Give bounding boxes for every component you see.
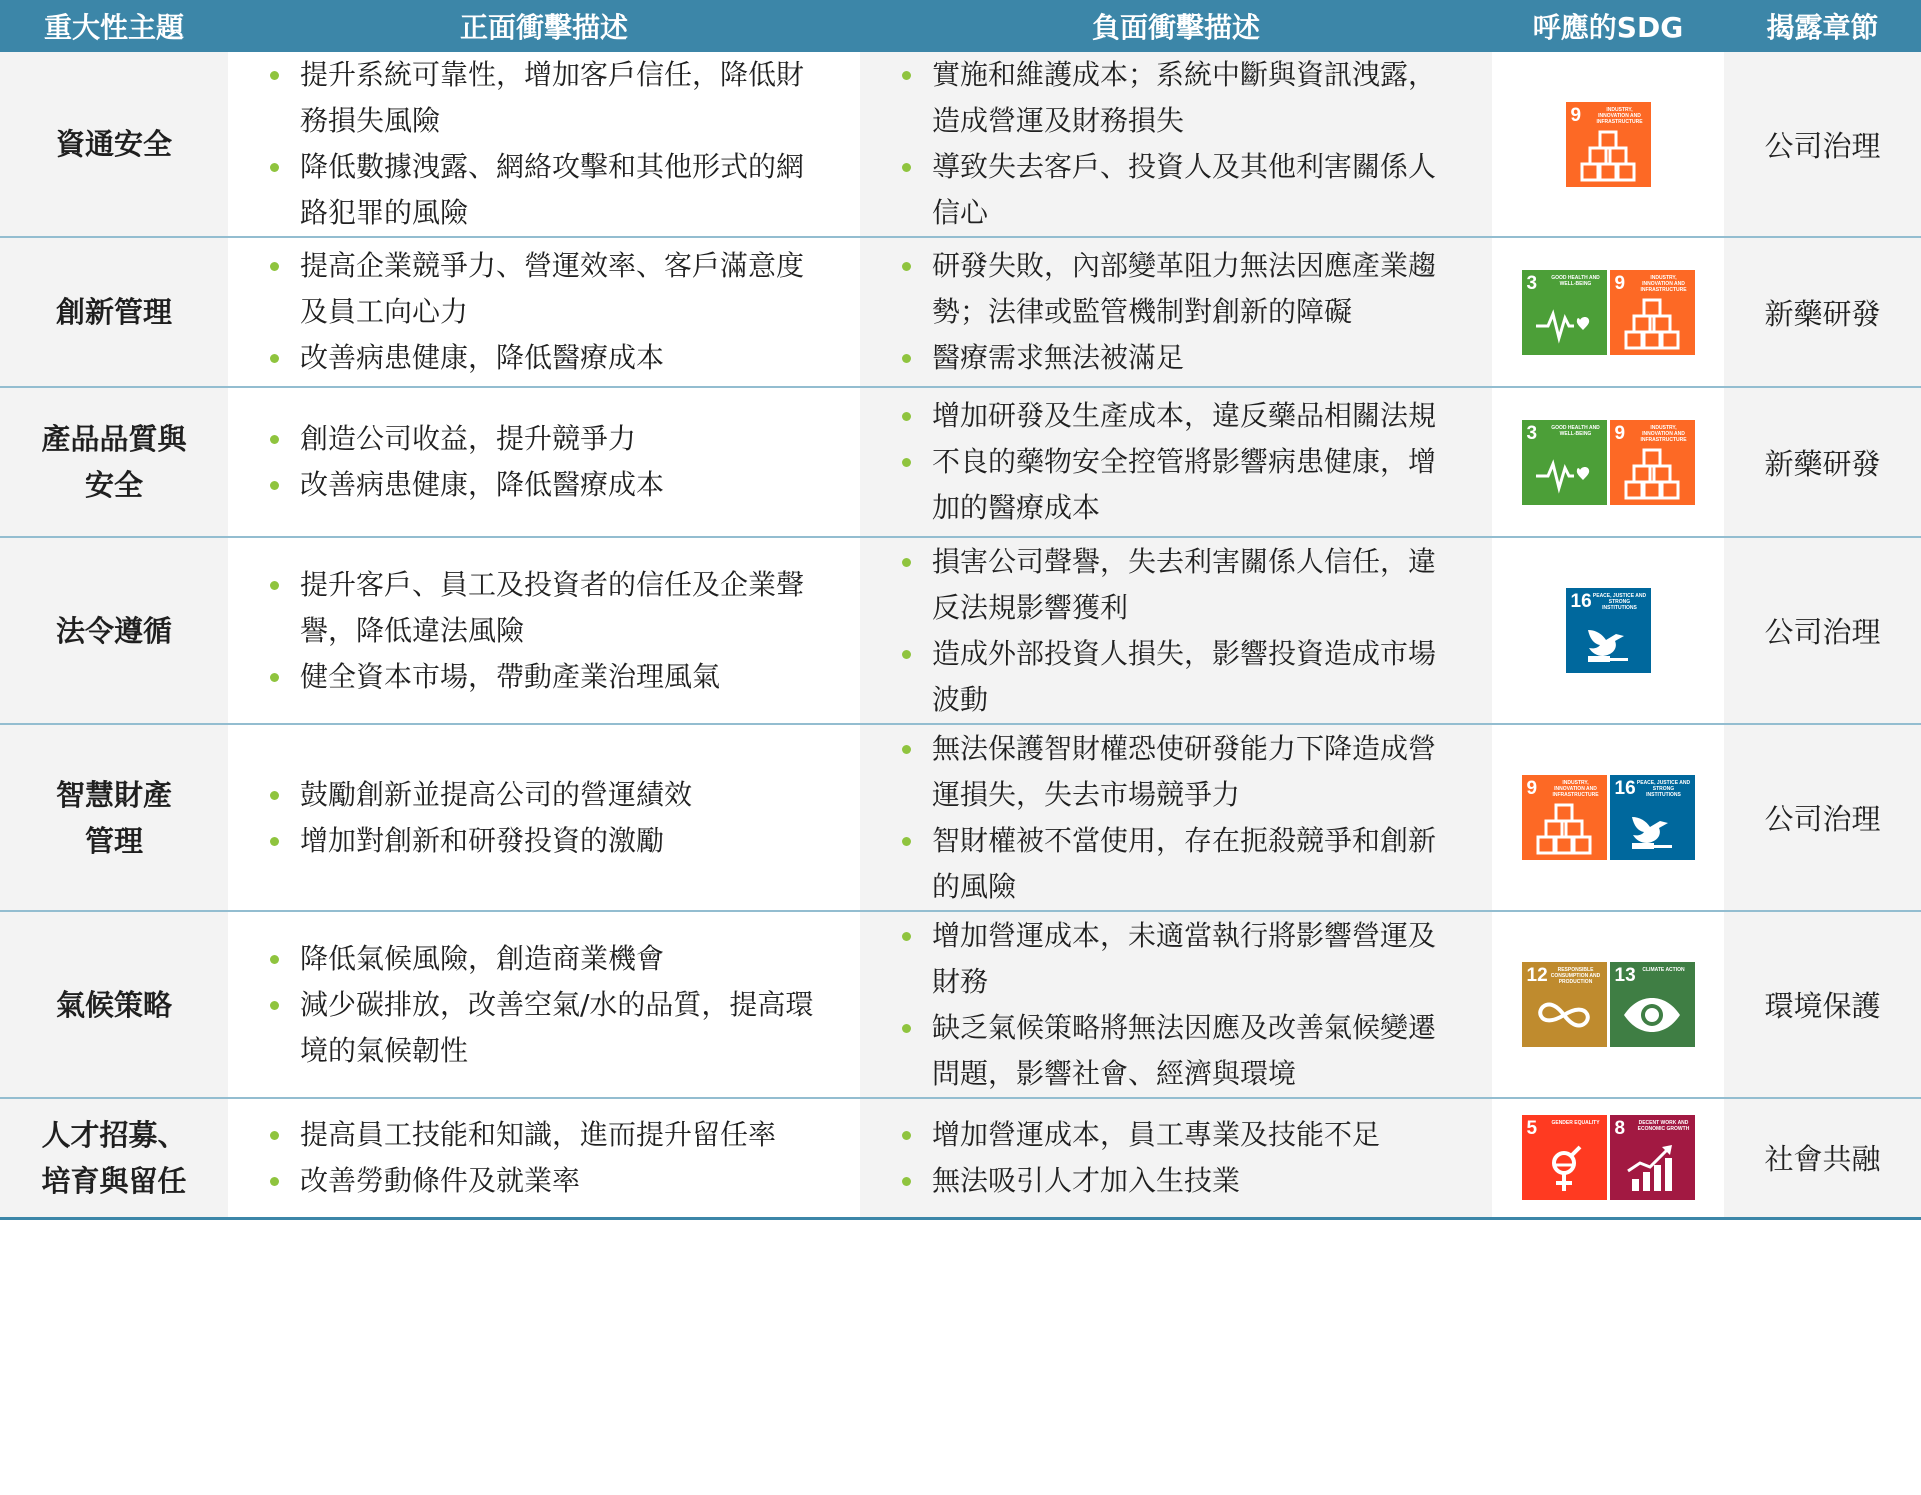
bullet-dot-icon (902, 71, 911, 80)
impact-text: 增加研發及生產成本，違反藥品相關法規 (932, 399, 1437, 432)
positive-impact-list (228, 1112, 860, 1204)
sdg-title: DECENT WORK AND ECONOMIC GROWTH (1637, 1120, 1690, 1133)
chapter-cell (1724, 237, 1921, 387)
bullet-dot-icon (270, 71, 279, 80)
impact-text: 改善病患健康，降低醫療成本 (300, 341, 665, 374)
bullet-dot-icon (270, 435, 279, 444)
impact-text: 不良的藥物安全控管將影響病患健康，增加的醫療成本 (932, 445, 1437, 524)
topic-line: 氣候策略 (55, 987, 172, 1022)
sdg-5-tile (1522, 1115, 1607, 1200)
sdg-title: PEACE, JUSTICE AND STRONG INSTITUTIONS (1592, 593, 1647, 611)
topic-cell (0, 537, 228, 724)
impact-item (900, 1112, 1462, 1158)
chapter-cell (1724, 52, 1921, 237)
positive-impact-list (228, 562, 860, 700)
impact-item (268, 1158, 830, 1204)
topic-line: 產品品質與 (41, 422, 187, 456)
impact-item (268, 1112, 830, 1158)
positive-impact-cell (228, 724, 860, 911)
negative-impact-list (860, 1112, 1492, 1204)
impact-item (900, 726, 1462, 818)
impact-item (268, 52, 830, 144)
sdg-tile-group (1522, 420, 1695, 505)
positive-impact-cell (228, 387, 860, 537)
impact-text: 造成外部投資人損失，影響投資造成市場波動 (932, 636, 1437, 716)
header-negative: 負面衝擊描述 (860, 0, 1492, 52)
sdg-cell (1492, 1098, 1724, 1218)
header-chapter: 揭露章節 (1724, 0, 1921, 52)
topic-line: 安全 (84, 468, 143, 502)
bullet-dot-icon (902, 558, 911, 567)
table-row (0, 52, 1921, 237)
chapter-cell (1724, 387, 1921, 537)
chapter-label: 公司治理 (1764, 802, 1881, 836)
topic-line: 法令遵循 (55, 613, 172, 648)
impact-item (900, 439, 1462, 531)
sdg-16-tile (1610, 775, 1695, 860)
topic-line: 培育與留任 (41, 1163, 187, 1198)
impact-item (900, 393, 1462, 439)
impact-item (900, 1005, 1462, 1097)
impact-text: 改善勞動條件及就業率 (300, 1163, 581, 1197)
impact-text: 提高企業競爭力、營運效率、客戶滿意度及員工向心力 (300, 249, 805, 328)
negative-impact-cell (860, 387, 1492, 537)
sdg-9-tile (1566, 102, 1651, 187)
impact-text: 醫療需求無法被滿足 (932, 341, 1185, 374)
stacked-cubes-icon (1578, 128, 1638, 182)
bullet-dot-icon (902, 650, 911, 659)
bullet-dot-icon (270, 837, 279, 846)
header-sdg: 呼應的SDG (1492, 0, 1724, 52)
impact-item (268, 818, 830, 864)
sdg-number: 9 (1614, 272, 1626, 294)
positive-impact-list (228, 772, 860, 864)
heartbeat-icon (1534, 296, 1594, 350)
negative-impact-list (860, 52, 1492, 236)
positive-impact-cell (228, 911, 860, 1098)
sdg-cell (1492, 724, 1724, 911)
chapter-label: 新藥研發 (1764, 446, 1881, 481)
sdg-9-tile (1522, 775, 1607, 860)
topic-cell (0, 1098, 228, 1218)
bullet-dot-icon (270, 163, 279, 172)
growth-chart-icon (1622, 1141, 1682, 1195)
positive-impact-list (228, 936, 860, 1074)
impact-text: 智財權被不當使用，存在扼殺競爭和創新的風險 (932, 823, 1437, 903)
topic-cell (0, 52, 228, 237)
impact-item (900, 913, 1462, 1005)
sdg-13-tile (1610, 962, 1695, 1047)
impact-text: 減少碳排放，改善空氣/水的品質，提高環境的氣候韌性 (300, 987, 814, 1067)
topic-cell (0, 237, 228, 387)
header-positive: 正面衝擊描述 (228, 0, 860, 52)
bullet-dot-icon (902, 1024, 911, 1033)
sdg-cell (1492, 52, 1724, 237)
table-body (0, 52, 1921, 1218)
impact-text: 實施和維護成本；系統中斷與資訊洩露，造成營運及財務損失 (932, 58, 1437, 137)
negative-impact-list (860, 393, 1492, 531)
sdg-tile-group (1522, 775, 1695, 860)
impact-text: 增加營運成本，員工專業及技能不足 (932, 1117, 1381, 1151)
negative-impact-list (860, 726, 1492, 910)
sdg-cell (1492, 387, 1724, 537)
positive-impact-cell (228, 237, 860, 387)
sdg-tile-group (1566, 102, 1651, 187)
bullet-dot-icon (902, 745, 911, 754)
chapter-label: 新藥研發 (1764, 296, 1881, 331)
impact-text: 降低數據洩露、網絡攻擊和其他形式的網路犯罪的風險 (300, 150, 805, 229)
impact-item (268, 562, 830, 654)
chapter-cell (1724, 1098, 1921, 1218)
bullet-dot-icon (902, 1177, 911, 1186)
sdg-12-tile (1522, 962, 1607, 1047)
sdg-title: INDUSTRY, INNOVATION AND INFRASTRUCTURE (1640, 274, 1687, 293)
gender-equality-icon (1534, 1141, 1594, 1195)
table-row (0, 1098, 1921, 1218)
impact-item (268, 144, 830, 236)
positive-impact-list (228, 416, 860, 508)
table-row (0, 537, 1921, 724)
impact-item (268, 243, 830, 335)
bullet-dot-icon (902, 837, 911, 846)
bullet-dot-icon (902, 163, 911, 172)
impact-item (900, 631, 1462, 723)
impact-text: 增加對創新和研發投資的激勵 (300, 823, 665, 857)
sdg-number: 9 (1614, 422, 1626, 444)
negative-impact-list (860, 913, 1492, 1097)
impact-item (900, 335, 1462, 381)
sdg-title: INDUSTRY, INNOVATION AND INFRASTRUCTURE (1596, 106, 1643, 125)
topic-line: 智慧財產 (55, 777, 172, 812)
chapter-label: 社會共融 (1764, 1142, 1881, 1177)
bullet-dot-icon (902, 932, 911, 941)
stacked-cubes-icon (1622, 296, 1682, 350)
sdg-number: 16 (1614, 778, 1636, 799)
sdg-16-tile (1566, 588, 1651, 673)
impact-item (268, 936, 830, 982)
dove-gavel-icon (1622, 801, 1682, 855)
chapter-cell (1724, 724, 1921, 911)
impact-item (900, 144, 1462, 236)
bullet-dot-icon (902, 412, 911, 421)
impact-text: 研發失敗，內部變革阻力無法因應產業趨勢；法律或監管機制對創新的障礙 (932, 249, 1437, 328)
infinity-loop-icon (1534, 988, 1594, 1042)
sdg-title: PEACE, JUSTICE AND STRONG INSTITUTIONS (1636, 780, 1691, 798)
sdg-number: 5 (1526, 1118, 1538, 1140)
chapter-label: 公司治理 (1764, 615, 1881, 649)
sdg-tile-group (1522, 270, 1695, 355)
bullet-dot-icon (270, 581, 279, 590)
impact-text: 損害公司聲譽，失去利害關係人信任，違反法規影響獲利 (932, 544, 1437, 624)
chapter-label: 環境保護 (1764, 989, 1881, 1023)
eye-globe-icon (1622, 988, 1682, 1042)
header-topic: 重大性主題 (0, 0, 228, 52)
bullet-dot-icon (902, 262, 911, 271)
topic-line: 人才招募、 (41, 1117, 187, 1152)
sdg-title: RESPONSIBLE CONSUMPTION AND PRODUCTION (1550, 967, 1601, 985)
negative-impact-cell (860, 724, 1492, 911)
sdg-9-tile (1610, 420, 1695, 505)
impact-item (900, 539, 1462, 631)
sdg-number: 16 (1570, 591, 1592, 612)
bullet-dot-icon (902, 458, 911, 467)
sdg-title: GOOD HEALTH AND WELL-BEING (1551, 424, 1600, 437)
header-row (0, 0, 1921, 52)
bullet-dot-icon (270, 1177, 279, 1186)
sdg-9-tile (1610, 270, 1695, 355)
impact-text: 提高員工技能和知識，進而提升留任率 (300, 1117, 777, 1151)
impact-text: 改善病患健康，降低醫療成本 (300, 468, 665, 501)
bullet-dot-icon (270, 955, 279, 964)
sdg-number: 3 (1526, 272, 1538, 294)
stacked-cubes-icon (1534, 801, 1594, 855)
positive-impact-cell (228, 52, 860, 237)
impact-item (268, 335, 830, 381)
impact-item (268, 416, 830, 462)
impact-item (268, 462, 830, 508)
topic-line: 資通安全 (55, 127, 172, 161)
topic-cell (0, 387, 228, 537)
negative-impact-cell (860, 52, 1492, 237)
sdg-title: CLIMATE ACTION (1642, 967, 1685, 973)
sdg-number: 13 (1614, 965, 1636, 986)
sdg-cell (1492, 537, 1724, 724)
bullet-dot-icon (902, 1131, 911, 1140)
negative-impact-list (860, 539, 1492, 723)
negative-impact-cell (860, 911, 1492, 1098)
sdg-number: 12 (1526, 965, 1548, 986)
bullet-dot-icon (902, 354, 911, 363)
chapter-label: 公司治理 (1764, 128, 1881, 163)
impact-text: 缺乏氣候策略將無法因應及改善氣候變遷問題，影響社會、經濟與環境 (932, 1010, 1437, 1090)
sdg-cell (1492, 237, 1724, 387)
positive-impact-cell (228, 1098, 860, 1218)
positive-impact-list (228, 243, 860, 381)
impact-item (900, 818, 1462, 910)
table-row (0, 237, 1921, 387)
table-row (0, 387, 1921, 537)
topic-line: 創新管理 (55, 295, 172, 329)
impact-item (900, 243, 1462, 335)
impact-text: 無法保護智財權恐使研發能力下降造成營運損失，失去市場競爭力 (932, 731, 1437, 811)
impact-text: 創造公司收益，提升競爭力 (300, 422, 637, 455)
bullet-dot-icon (270, 1001, 279, 1010)
sdg-title: INDUSTRY, INNOVATION AND INFRASTRUCTURE (1552, 780, 1599, 798)
sdg-number: 9 (1570, 104, 1582, 126)
bullet-dot-icon (270, 481, 279, 490)
positive-impact-list (228, 52, 860, 236)
sdg-8-tile (1610, 1115, 1695, 1200)
impact-text: 提升系統可靠性，增加客戶信任，降低財務損失風險 (300, 58, 805, 137)
negative-impact-cell (860, 1098, 1492, 1218)
sdg-number: 9 (1526, 778, 1538, 799)
sdg-tile-group (1522, 962, 1695, 1047)
impact-text: 健全資本市場，帶動產業治理風氣 (300, 659, 721, 693)
impact-item (268, 982, 830, 1074)
impact-text: 提升客戶、員工及投資者的信任及企業聲譽，降低違法風險 (300, 567, 805, 647)
impact-text: 無法吸引人才加入生技業 (932, 1163, 1241, 1197)
chapter-cell (1724, 537, 1921, 724)
impact-item (268, 654, 830, 700)
dove-gavel-icon (1578, 614, 1638, 668)
negative-impact-cell (860, 537, 1492, 724)
impact-text: 降低氣候風險，創造商業機會 (300, 941, 665, 975)
impact-text: 鼓勵創新並提高公司的營運績效 (300, 777, 693, 811)
sdg-title: INDUSTRY, INNOVATION AND INFRASTRUCTURE (1640, 424, 1687, 443)
impact-item (900, 1158, 1462, 1204)
table-row (0, 724, 1921, 911)
bullet-dot-icon (270, 791, 279, 800)
impact-item (900, 52, 1462, 144)
negative-impact-list (860, 243, 1492, 381)
sdg-cell (1492, 911, 1724, 1098)
sdg-title: GENDER EQUALITY (1551, 1120, 1600, 1127)
table-row (0, 911, 1921, 1098)
bullet-dot-icon (270, 673, 279, 682)
impact-item (268, 772, 830, 818)
sdg-tile-group (1522, 1115, 1695, 1200)
bullet-dot-icon (270, 1131, 279, 1140)
bullet-dot-icon (270, 354, 279, 363)
sdg-tile-group (1566, 588, 1651, 673)
sdg-3-tile (1522, 270, 1607, 355)
sdg-title: GOOD HEALTH AND WELL-BEING (1551, 274, 1600, 287)
topic-line: 管理 (84, 823, 143, 858)
impact-text: 增加營運成本，未適當執行將影響營運及財務 (932, 918, 1437, 998)
sdg-number: 3 (1526, 422, 1538, 444)
heartbeat-icon (1534, 446, 1594, 500)
bullet-dot-icon (270, 262, 279, 271)
topic-cell (0, 724, 228, 911)
stacked-cubes-icon (1622, 446, 1682, 500)
topic-cell (0, 911, 228, 1098)
impact-text: 導致失去客戶、投資人及其他利害關係人信心 (932, 150, 1437, 229)
chapter-cell (1724, 911, 1921, 1098)
negative-impact-cell (860, 237, 1492, 387)
sdg-number: 8 (1614, 1118, 1626, 1140)
sdg-3-tile (1522, 420, 1607, 505)
positive-impact-cell (228, 537, 860, 724)
